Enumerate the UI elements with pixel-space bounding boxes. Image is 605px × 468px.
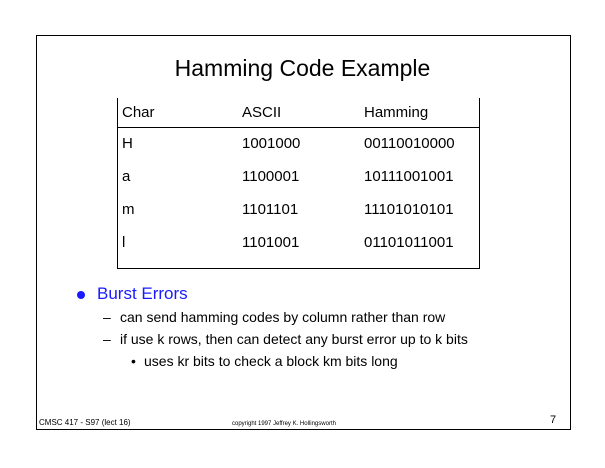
subsubpoint: uses kr bits to check a block km bits long <box>144 353 398 369</box>
table-cell: 00110010000 <box>364 135 455 152</box>
dash-marker: – <box>103 309 111 325</box>
table-cell: m <box>122 201 135 218</box>
bullet-marker: • <box>131 353 136 369</box>
table-header-ascii: ASCII <box>242 104 282 121</box>
table-cell: 1101001 <box>242 234 300 251</box>
table-header-rule <box>118 127 479 128</box>
table-cell: 1101101 <box>242 201 299 218</box>
subpoint: can send hamming codes by column rather than row <box>120 309 446 325</box>
slide-title: Hamming Code Example <box>174 55 431 81</box>
hamming-table <box>117 98 480 269</box>
bullet-dot-icon <box>77 291 85 299</box>
table-cell: 1001000 <box>242 135 301 152</box>
dash-marker: – <box>103 331 111 347</box>
table-cell: a <box>122 168 131 185</box>
table-header-hamming: Hamming <box>364 104 429 121</box>
table-cell: H <box>122 135 133 152</box>
subpoint: if use k rows, then can detect any burst error up to k bits <box>120 331 468 347</box>
table-cell: 1100001 <box>242 168 300 185</box>
footer-course: CMSC 417 - S97 (lect 16) <box>39 418 131 427</box>
table-cell: l <box>122 234 126 251</box>
table-cell: 01101011001 <box>364 234 454 251</box>
bullet-burst-errors: Burst Errors <box>97 284 188 303</box>
page-number: 7 <box>550 414 557 426</box>
table-cell: 10111001001 <box>364 168 454 185</box>
table-header-char: Char <box>122 104 155 121</box>
table-cell: 11101010101 <box>364 201 454 218</box>
footer-copyright: copyright 1997 Jeffrey K. Hollingsworth <box>232 421 336 427</box>
